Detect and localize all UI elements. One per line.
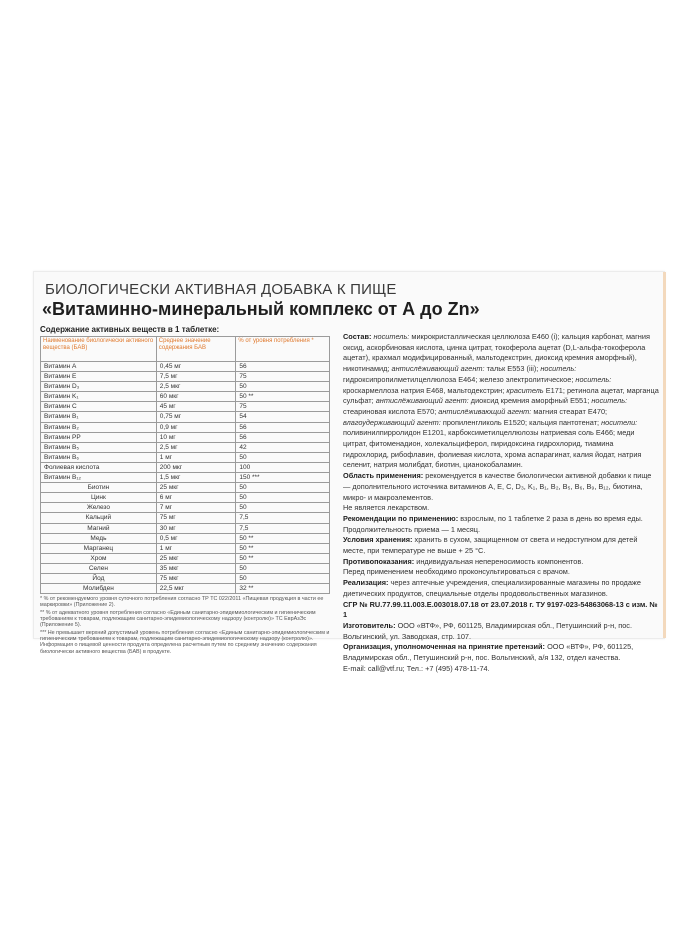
nutrient-amount: 10 мг xyxy=(156,432,236,442)
table-row xyxy=(41,543,330,553)
nutrient-percent: 56 xyxy=(236,422,330,432)
product-title: «Витаминно-минеральный комплекс от А до Zn» xyxy=(42,299,480,319)
nutrient-name: Витамин K₁ xyxy=(41,392,157,402)
table-row xyxy=(41,473,330,483)
table-row xyxy=(41,483,330,493)
nutrient-percent: 42 xyxy=(236,442,330,452)
contraindications: Противопоказания: индивидуальная непереносимость компонентов. xyxy=(343,556,584,566)
nutrient-percent: 50 xyxy=(236,452,330,462)
nutrient-name: Витамин B₁₂ xyxy=(41,473,157,483)
nutrient-name: Железо xyxy=(41,503,157,513)
nutrient-name: Кальций xyxy=(41,513,157,523)
storage-conditions: Условия хранения: хранить в сухом, защищенном от света и недоступном для детей месте, при температуре не выше + 25 °С. xyxy=(343,535,638,556)
table-row xyxy=(41,412,330,422)
table-header-row xyxy=(41,337,330,362)
nutrient-percent: 54 xyxy=(236,412,330,422)
nutrient-amount: 1 мг xyxy=(156,543,236,553)
table-caption: Содержание активных веществ в 1 таблетке: xyxy=(40,325,220,334)
nutrient-amount: 75 мкг xyxy=(156,573,236,583)
nutrient-percent: 56 xyxy=(236,362,330,372)
nutrients-table xyxy=(40,336,330,594)
label-panel xyxy=(33,271,665,673)
nutrient-name: Магний xyxy=(41,523,157,533)
nutrient-amount: 25 мкг xyxy=(156,483,236,493)
table-row xyxy=(41,503,330,513)
claims-organization: Организация, уполномоченная на принятие претензий: ООО «ВТФ», РФ, 601125, Владимирская обл., Петушинский р-н, пос. Вольгинский, а/я 132, отдел качества. xyxy=(343,642,634,663)
nutrient-percent: 50 xyxy=(236,483,330,493)
nutrient-amount: 1,5 мкг xyxy=(156,473,236,483)
nutrient-name: Фолиевая кислота xyxy=(41,462,157,472)
nutrient-amount: 22,5 мкг xyxy=(156,584,236,594)
table-row xyxy=(41,432,330,442)
nutrient-amount: 0,9 мг xyxy=(156,422,236,432)
table-row xyxy=(41,462,330,472)
nutrient-amount: 45 мг xyxy=(156,402,236,412)
nutrient-percent: 50 ** xyxy=(236,553,330,563)
manufacturer: Изготовитель: ООО «ВТФ», РФ, 601125, Владимирская обл., Петушинский р-н, пос. Вольгинский, ул. Заводская, стр. 107. xyxy=(343,620,632,641)
nutrient-percent: 50 xyxy=(236,573,330,583)
table-row xyxy=(41,523,330,533)
nutrient-amount: 0,75 мг xyxy=(156,412,236,422)
nutrient-name: Витамин А xyxy=(41,362,157,372)
nutrients-section xyxy=(40,325,333,656)
nutrient-percent: 50 xyxy=(236,493,330,503)
table-row xyxy=(41,563,330,573)
nutrient-amount: 75 мг xyxy=(156,513,236,523)
table-row xyxy=(41,402,330,412)
nutrient-amount: 1 мг xyxy=(156,452,236,462)
nutrient-name: Йод xyxy=(41,573,157,583)
nutrient-name: Витамин D₃ xyxy=(41,382,157,392)
nutrient-name: Медь xyxy=(41,533,157,543)
nutrient-percent: 75 xyxy=(236,372,330,382)
nutrient-amount: 7 мг xyxy=(156,503,236,513)
nutrient-amount: 6 мг xyxy=(156,493,236,503)
nutrient-percent: 50 ** xyxy=(236,392,330,402)
usage-recommendations: Рекомендации по применению: взрослым, по 1 таблетке 2 раза в день во время еды. xyxy=(343,513,643,523)
nutrient-percent: 50 xyxy=(236,563,330,573)
not-drug-note: Не является лекарством. xyxy=(343,503,430,513)
nutrient-percent: 7,5 xyxy=(236,523,330,533)
table-row xyxy=(41,553,330,563)
nutrient-percent: 7,5 xyxy=(236,513,330,523)
nutrient-name: Витамин Е xyxy=(41,372,157,382)
table-row xyxy=(41,362,330,372)
nutrient-percent: 75 xyxy=(236,402,330,412)
table-row xyxy=(41,493,330,503)
table-row xyxy=(41,382,330,392)
nutrient-name: Витамин B₁ xyxy=(41,412,157,422)
table-row xyxy=(41,584,330,594)
nutrient-name: Селен xyxy=(41,563,157,573)
nutrient-amount: 200 мкг xyxy=(156,462,236,472)
nutrient-amount: 30 мг xyxy=(156,523,236,533)
table-row xyxy=(41,452,330,462)
nutrient-percent: 50 xyxy=(236,382,330,392)
sales-info: Реализация: через аптечные учреждения, специализированные магазины по продаже диетических продуктов, специальные отделы продовольственных магазинов. xyxy=(343,578,641,598)
nutrient-name: Биотин xyxy=(41,483,157,493)
footnote-2: ** % от адекватного уровня потребления согласно «Единым санитарно-эпидемиологическим и гигиеническим требованиям к товарам, подлежащим санитарно-эпидемиологическому надзору (контролю)» ТС ЕврАзЭс (Приложение 5). xyxy=(40,609,316,629)
nutrient-percent: 32 ** xyxy=(236,584,330,594)
header-amount: Среднее значение содержания БАВ xyxy=(156,337,236,362)
nutrient-amount: 0,5 мг xyxy=(156,533,236,543)
table-row xyxy=(41,513,330,523)
product-category: БИОЛОГИЧЕСКИ АКТИВНАЯ ДОБАВКА К ПИЩЕ xyxy=(45,281,397,298)
table-row xyxy=(41,533,330,543)
nutrient-amount: 0,45 мг xyxy=(156,362,236,372)
nutrient-name: Витамин B₂ xyxy=(41,422,157,432)
nutrient-amount: 60 мкг xyxy=(156,392,236,402)
certificate: СГР № RU.77.99.11.003.Е.003018.07.18 от 23.07.2018 г. ТУ 9197-023-54863068-13 с изм. № 1 xyxy=(343,599,658,620)
application-area: Область применения: рекомендуется в качестве биологически активной добавки к пище — дополнительного источника витаминов А, Е, С, D₃, K₁, B₁, B₂, B₅, B₆, B₉, B₁₂, биотина, микро- и макроэлементов. xyxy=(343,471,652,502)
nutrient-percent: 100 xyxy=(236,462,330,472)
nutrient-name: Витамин РР xyxy=(41,432,157,442)
table-row xyxy=(41,422,330,432)
nutrient-name: Витамин С xyxy=(41,402,157,412)
nutrient-percent: 50 ** xyxy=(236,543,330,553)
nutrient-name: Молибден xyxy=(41,584,157,594)
contacts: E-mail: call@vtf.ru; Тел.: +7 (495) 478-11-74. xyxy=(343,663,490,673)
nutrient-percent: 50 ** xyxy=(236,533,330,543)
nutrient-amount: 35 мкг xyxy=(156,563,236,573)
nutrient-amount: 7,5 мг xyxy=(156,372,236,382)
nutrient-amount: 2,5 мкг xyxy=(156,382,236,392)
table-body xyxy=(41,362,330,594)
table-row xyxy=(41,442,330,452)
table-row xyxy=(41,573,330,583)
nutrient-percent: 150 *** xyxy=(236,473,330,483)
package-edge xyxy=(663,272,666,638)
nutrient-percent: 56 xyxy=(236,432,330,442)
nutrient-name: Хром xyxy=(41,553,157,563)
footnote-3: *** Не превышает верхний допустимый уровень потребления согласно «Единым санитарно-эпидемиологическим и гигиеническим требованиям к товарам, подлежащим санитарно-эпидемиологическому надзору (контролю)». Информация о пищевой ценности продукта определена расчетным путем по среднему значению содержания биологически активного вещества (БАВ) в продукте. xyxy=(40,629,330,655)
nutrient-name: Витамин B₅ xyxy=(41,442,157,452)
nutrient-name: Марганец xyxy=(41,543,157,553)
composition: Состав: носитель: микрокристаллическая целлюлоза Е460 (i); кальция карбонат, магния оксид, аскорбиновая кислота, цинка цитрат, токоферола ацетат (D,L-альфа-токоферола ацетат), крахмал модифицированный, мальтодекстрин, диоксид кремния аморфный), никотинамид; антислёживающий агент: тальк Е553 (iii); носитель: гидроксипропилметилцеллюлоза Е464; железо электролитическое; носитель: кроскармеллоза натрия Е468, мальтодекстрин; краситель Е171; ретинола ацетат, марганца сульфат; антислёживающий агент: диоксид кремния аморфный Е551; носитель: стеариновая кислота Е570; антислёживающий агент: магния стеарат Е470; влагоудерживающий агент: пропиленгликоль Е1520; кальция пантотенат; носители: поливинилпирролидон Е1201, карбоксиметилцеллюлозы натриевая соль Е466; меди цитрат, фитоменадион, холекальциферол, пиридоксина гидрохлорид, тиамина гидрохлорид, рибофлавин, фолиевая кислота, хрома аспарагинат, калия йодат, натрия селенит, натрия молибдат, биотин, цианокобаламин. xyxy=(343,332,659,470)
table-row xyxy=(41,372,330,382)
header-substance: Наименование биологически активного вещества (БАВ) xyxy=(41,337,157,362)
nutrient-amount: 2,5 мг xyxy=(156,442,236,452)
table-row xyxy=(41,392,330,402)
usage-duration: Продолжительность приема — 1 месяц. xyxy=(343,524,481,534)
nutrient-percent: 50 xyxy=(236,503,330,513)
nutrient-name: Цинк xyxy=(41,493,157,503)
footnotes xyxy=(40,596,333,655)
description-section xyxy=(343,332,659,675)
doctor-note: Перед применением необходимо проконсультироваться с врачом. xyxy=(343,567,570,577)
nutrient-amount: 25 мкг xyxy=(156,553,236,563)
footnote-1: * % от рекомендуемого уровня суточного потребления согласно ТР ТС 022/2011 «Пищевая продукция в части ее маркировки» (Приложение 2). xyxy=(40,596,324,609)
header-percent: % от уровня потребления * xyxy=(236,337,330,362)
nutrient-name: Витамин B₆ xyxy=(41,452,157,462)
